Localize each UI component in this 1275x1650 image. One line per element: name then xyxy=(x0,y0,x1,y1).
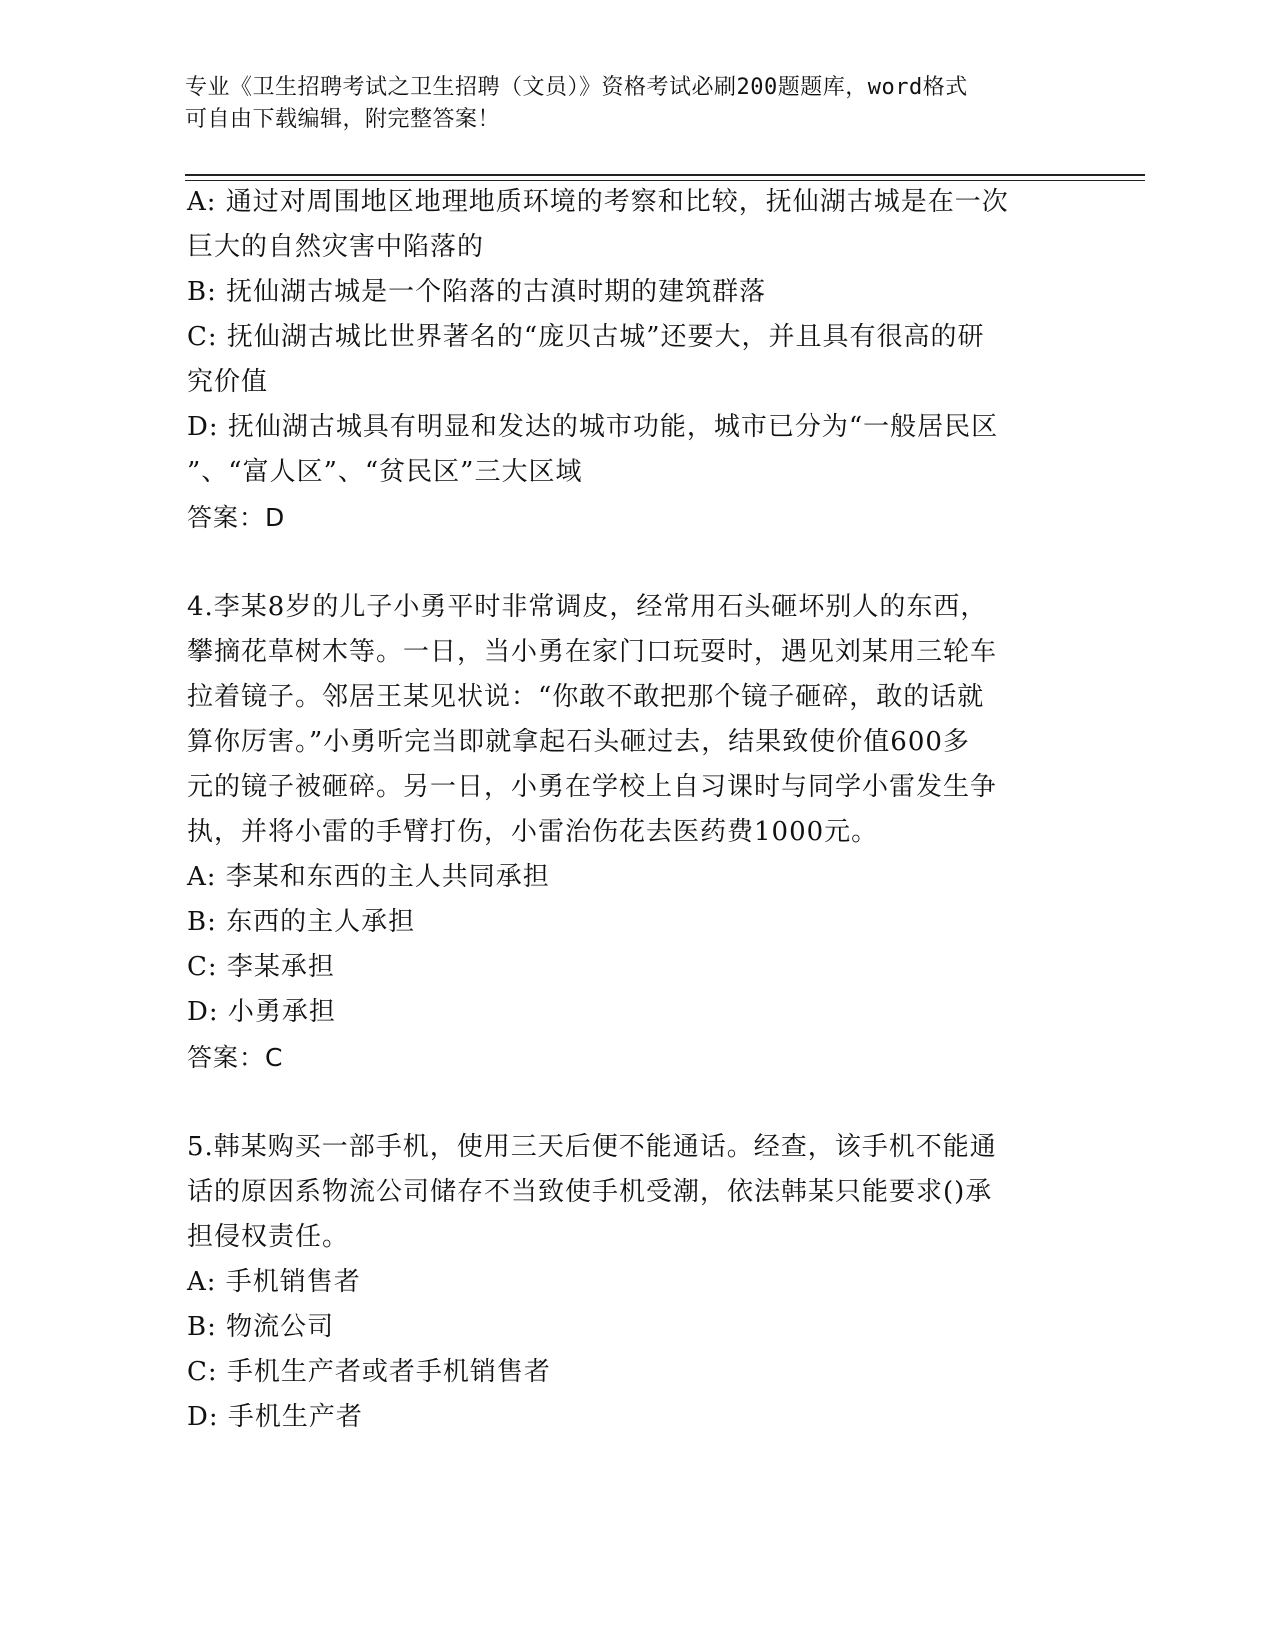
question-stem-line: 5.韩某购买一部手机，使用三天后便不能通话。经查，该手机不能通 xyxy=(187,1132,997,1162)
question-stem-line: 担侵权责任。 xyxy=(187,1222,350,1252)
question-stem-line: 算你厉害。”小勇听完当即就拿起石头砸过去，结果致使价值600多 xyxy=(187,727,970,757)
header-line-2: 可自由下载编辑，附完整答案！ xyxy=(185,107,501,132)
option-a: A: 李某和东西的主人共同承担 xyxy=(187,862,550,892)
question-stem-line: 拉着镜子。邻居王某见状说：“你敢不敢把那个镜子砸碎，敢的话就 xyxy=(187,682,985,712)
option-b: B: 抚仙湖古城是一个陷落的古滇时期的建筑群落 xyxy=(187,277,767,307)
option-d-line-1: D: 抚仙湖古城具有明显和发达的城市功能，城市已分为“一般居民区 xyxy=(187,412,999,442)
spacer xyxy=(187,540,1067,585)
answer-label: 答案：D xyxy=(187,503,286,532)
question-4 xyxy=(187,585,1067,1080)
question-stem-line: 4.李某8岁的儿子小勇平时非常调皮，经常用石头砸坏别人的东西， xyxy=(187,592,988,622)
question-list xyxy=(187,180,1067,1440)
question-5 xyxy=(187,1125,1067,1440)
option-d-line-2: ”、“富人区”、“贫民区”三大区域 xyxy=(187,457,583,487)
option-a: A: 手机销售者 xyxy=(187,1267,361,1297)
option-c-line-1: C: 抚仙湖古城比世界著名的“庞贝古城”还要大，并且具有很高的研 xyxy=(187,322,985,352)
option-d: D: 小勇承担 xyxy=(187,997,336,1027)
header-rule-thick xyxy=(185,174,1145,176)
option-c: C: 李某承担 xyxy=(187,952,335,982)
header-line-1: 专业《卫生招聘考试之卫生招聘（文员）》资格考试必刷200题题库，word格式 xyxy=(185,75,968,100)
option-c: C: 手机生产者或者手机销售者 xyxy=(187,1357,551,1387)
question-stem-line: 元的镜子被砸碎。另一日，小勇在学校上自习课时与同学小雷发生争 xyxy=(187,772,998,802)
question-3-options xyxy=(187,180,1067,540)
option-b: B: 东西的主人承担 xyxy=(187,907,416,937)
document-header xyxy=(185,72,1065,136)
option-c-line-2: 究价值 xyxy=(187,367,269,397)
question-stem-line: 执，并将小雷的手臂打伤，小雷治伤花去医药费1000元。 xyxy=(187,817,879,847)
option-d: D: 手机生产者 xyxy=(187,1402,363,1432)
answer-label: 答案：C xyxy=(187,1043,284,1072)
question-stem-line: 话的原因系物流公司储存不当致使手机受潮，依法韩某只能要求()承 xyxy=(187,1177,993,1207)
spacer xyxy=(187,1080,1067,1125)
option-a-line-1: A: 通过对周围地区地理地质环境的考察和比较，抚仙湖古城是在一次 xyxy=(187,187,1009,217)
option-a-line-2: 巨大的自然灾害中陷落的 xyxy=(187,232,485,262)
question-stem-line: 攀摘花草树木等。一日，当小勇在家门口玩耍时，遇见刘某用三轮车 xyxy=(187,637,998,667)
option-b: B: 物流公司 xyxy=(187,1312,335,1342)
